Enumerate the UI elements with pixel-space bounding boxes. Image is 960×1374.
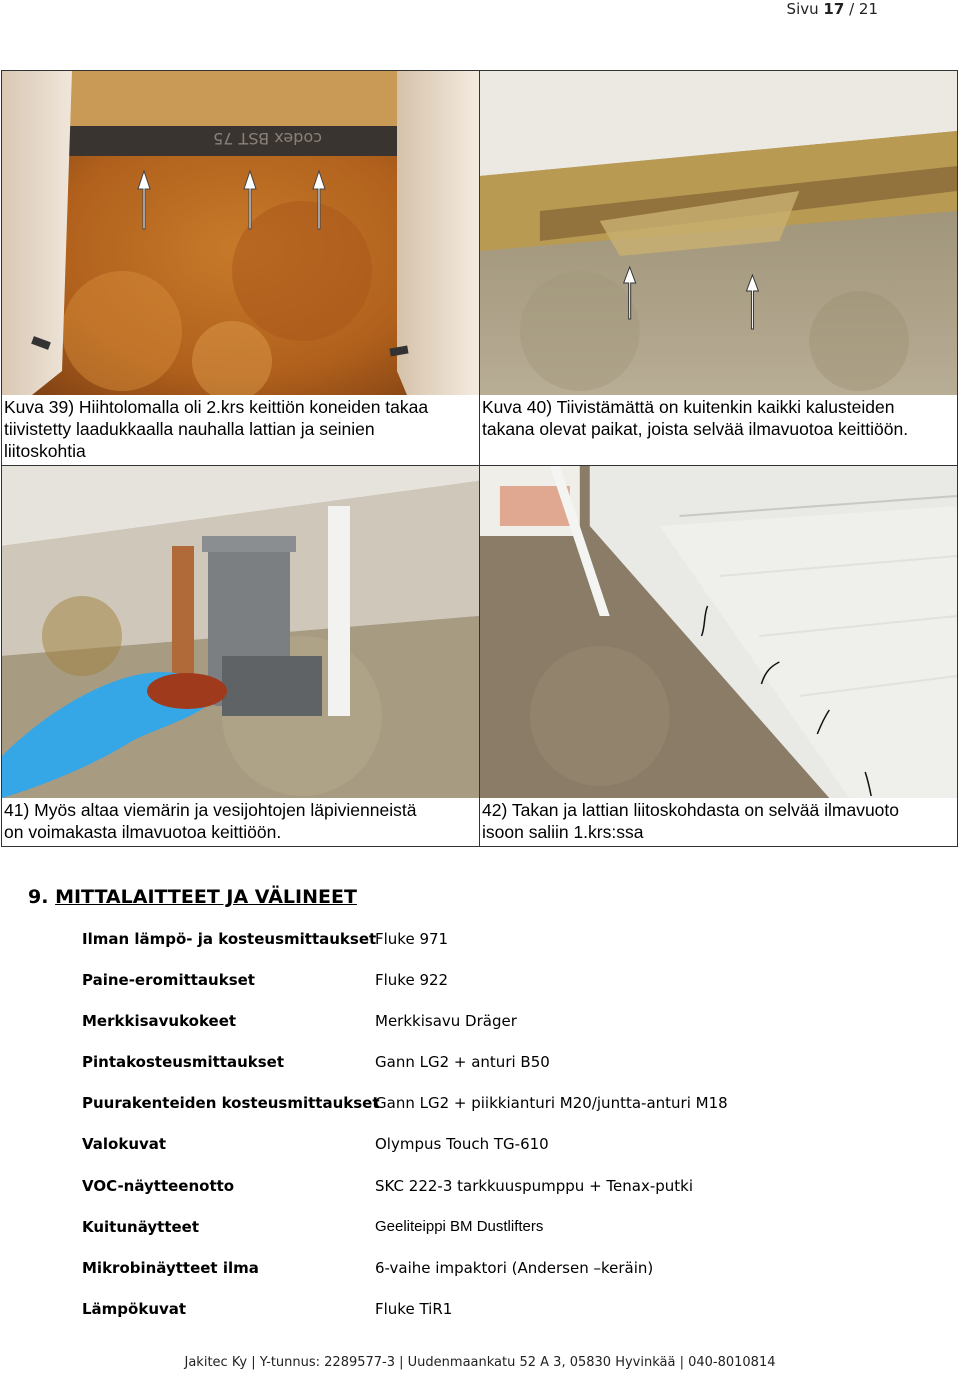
equipment-value: Geeliteippi BM Dustlifters bbox=[375, 1218, 544, 1235]
photo-cell-42 bbox=[480, 466, 958, 847]
photo-40-image bbox=[480, 71, 957, 395]
page-current: 17 bbox=[823, 0, 845, 18]
section-heading bbox=[28, 886, 357, 908]
equipment-label: Kuitunäytteet bbox=[82, 1218, 200, 1236]
equipment-label: VOC-näytteenotto bbox=[82, 1177, 235, 1195]
page-total: 21 bbox=[858, 0, 878, 18]
equipment-row bbox=[82, 1135, 882, 1159]
equipment-label: Puurakenteiden kosteusmittaukset bbox=[82, 1094, 380, 1112]
equipment-value: Olympus Touch TG-610 bbox=[375, 1135, 549, 1153]
photo-42 bbox=[480, 466, 957, 798]
equipment-row bbox=[82, 1094, 882, 1118]
page-separator: / bbox=[849, 0, 855, 18]
photo-grid bbox=[1, 70, 958, 847]
equipment-label: Lämpökuvat bbox=[82, 1300, 187, 1318]
photo-41-caption: 41) Myös altaa viemärin ja vesijohtojen läpivienneistä on voimakasta ilmavuotoa keittiöön. bbox=[4, 800, 417, 842]
equipment-label: Valokuvat bbox=[82, 1135, 167, 1153]
equipment-value: Merkkisavu Dräger bbox=[375, 1012, 517, 1030]
photo-40-caption: Kuva 40) Tiivistämättä on kuitenkin kaikki kalusteiden takana olevat paikat, joista selvää ilmavuotoa keittiöön. bbox=[482, 397, 909, 439]
section-title: MITTALAITTEET JA VÄLINEET bbox=[55, 886, 357, 908]
page-label: Sivu bbox=[786, 0, 819, 18]
equipment-row bbox=[82, 1012, 882, 1036]
photo-39-image bbox=[2, 71, 479, 395]
photo-cell-40 bbox=[480, 71, 958, 466]
photo-40 bbox=[480, 71, 957, 395]
equipment-row bbox=[82, 1300, 882, 1324]
equipment-value: 6-vaihe impaktori (Andersen –keräin) bbox=[375, 1259, 654, 1277]
photo-39 bbox=[2, 71, 479, 395]
section-number: 9. bbox=[28, 886, 49, 908]
equipment-label: Pintakosteusmittaukset bbox=[82, 1053, 285, 1071]
equipment-row bbox=[82, 1218, 882, 1242]
equipment-row bbox=[82, 1177, 882, 1201]
equipment-row bbox=[82, 1259, 882, 1283]
equipment-label: Mikrobinäytteet ilma bbox=[82, 1259, 259, 1277]
equipment-row bbox=[82, 930, 882, 954]
equipment-row bbox=[82, 971, 882, 995]
photo-cell-41 bbox=[2, 466, 480, 847]
photo-41 bbox=[2, 466, 479, 798]
photo-42-image bbox=[480, 466, 957, 798]
photo-42-caption: 42) Takan ja lattian liitoskohdasta on selvää ilmavuoto isoon saliin 1.krs:ssa bbox=[482, 800, 900, 842]
equipment-label: Merkkisavukokeet bbox=[82, 1012, 237, 1030]
photo-41-image bbox=[2, 466, 479, 798]
equipment-value: SKC 222-3 tarkkuuspumppu + Tenax-putki bbox=[375, 1177, 694, 1195]
equipment-value: Fluke 922 bbox=[375, 971, 449, 989]
equipment-value: Fluke 971 bbox=[375, 930, 449, 948]
page-footer: Jakitec Ky | Y-tunnus: 2289577-3 | Uudenmaankatu 52 A 3, 05830 Hyvinkää | 040-8010814 bbox=[184, 1355, 776, 1370]
equipment-label: Ilman lämpö- ja kosteusmittaukset bbox=[82, 930, 377, 948]
equipment-value: Fluke TiR1 bbox=[375, 1300, 453, 1318]
photo-39-caption: Kuva 39) Hiihtolomalla oli 2.krs keittiön koneiden takaa tiivistetty laadukkaalla nauhalla lattian ja seinien liitoskohtia bbox=[4, 397, 429, 461]
equipment-row bbox=[82, 1053, 882, 1077]
equipment-value: Gann LG2 + piikkianturi M20/juntta-anturi M18 bbox=[375, 1094, 728, 1112]
page-number bbox=[787, 0, 878, 18]
equipment-value: Gann LG2 + anturi B50 bbox=[375, 1053, 550, 1071]
equipment-label: Paine-eromittaukset bbox=[82, 971, 255, 989]
tape-text: codex BST 75 bbox=[213, 129, 322, 148]
photo-cell-39 bbox=[2, 71, 480, 466]
